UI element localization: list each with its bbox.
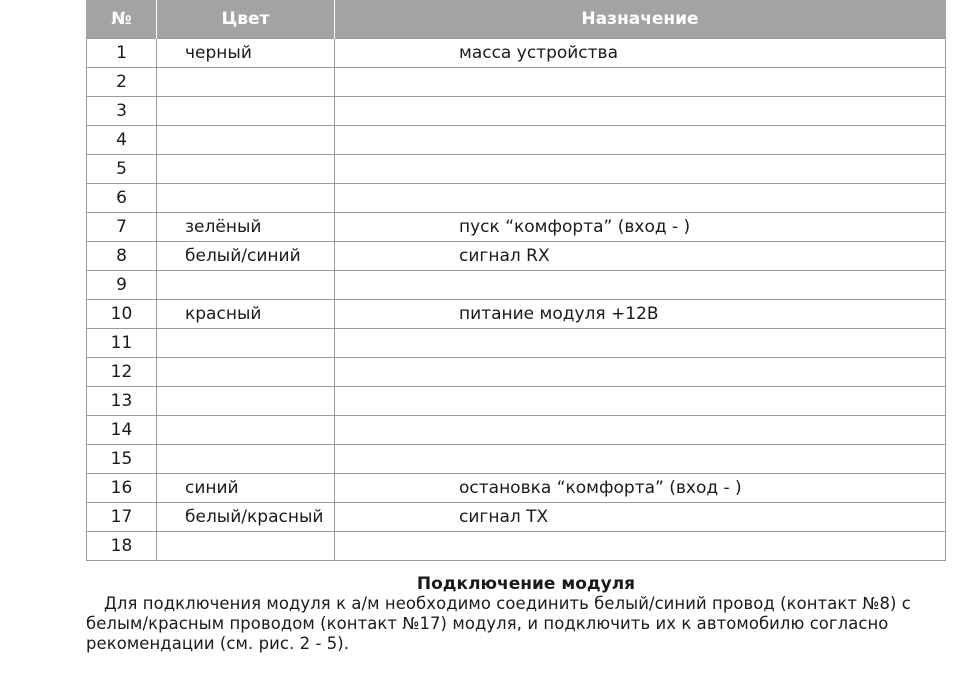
- cell-num: 2: [87, 68, 157, 97]
- pin-table-container: [86, 0, 945, 561]
- cell-color: [157, 126, 335, 155]
- cell-color: белый/красный: [157, 503, 335, 532]
- cell-num: 5: [87, 155, 157, 184]
- cell-color: [157, 445, 335, 474]
- cell-purpose: [335, 387, 946, 416]
- section-title: Подключение модуля: [416, 574, 636, 594]
- header-row: [87, 0, 946, 39]
- cell-num: 3: [87, 97, 157, 126]
- section-body: Для подключения модуля к а/м необходимо соединить белый/синий провод (контакт №8) с белым/красным проводом (контакт №17) модуля, и подключить их к автомобилю согласно рекомендации (см. рис. 2 - 5).: [86, 594, 911, 653]
- table-row: [87, 329, 946, 358]
- table-row: [87, 97, 946, 126]
- cell-color: белый/синий: [157, 242, 335, 271]
- cell-num: 4: [87, 126, 157, 155]
- cell-num: 13: [87, 387, 157, 416]
- table-row: [87, 126, 946, 155]
- cell-purpose: [335, 416, 946, 445]
- cell-num: 11: [87, 329, 157, 358]
- cell-color: [157, 68, 335, 97]
- table-row: [87, 39, 946, 68]
- cell-color: [157, 271, 335, 300]
- table-body: [87, 39, 946, 561]
- table-row: [87, 242, 946, 271]
- table-row: [87, 532, 946, 561]
- table-row: [87, 358, 946, 387]
- cell-num: 16: [87, 474, 157, 503]
- cell-purpose: пуск “комфорта” (вход - ): [335, 213, 946, 242]
- cell-num: 14: [87, 416, 157, 445]
- table-row: [87, 387, 946, 416]
- cell-num: 17: [87, 503, 157, 532]
- module-connection-section: [86, 574, 960, 654]
- cell-color: [157, 184, 335, 213]
- cell-color: [157, 329, 335, 358]
- header-purpose: Назначение: [335, 0, 946, 39]
- cell-purpose: [335, 358, 946, 387]
- cell-color: [157, 97, 335, 126]
- cell-num: 9: [87, 271, 157, 300]
- cell-purpose: питание модуля +12В: [335, 300, 946, 329]
- cell-purpose: [335, 445, 946, 474]
- cell-num: 10: [87, 300, 157, 329]
- table-row: [87, 503, 946, 532]
- cell-purpose: [335, 97, 946, 126]
- table-row: [87, 416, 946, 445]
- table-row: [87, 184, 946, 213]
- table-row: [87, 445, 946, 474]
- cell-purpose: масса устройства: [335, 39, 946, 68]
- cell-purpose: сигнал TX: [335, 503, 946, 532]
- cell-color: [157, 387, 335, 416]
- cell-purpose: [335, 155, 946, 184]
- cell-purpose: остановка “комфорта” (вход - ): [335, 474, 946, 503]
- cell-num: 18: [87, 532, 157, 561]
- cell-num: 12: [87, 358, 157, 387]
- cell-num: 6: [87, 184, 157, 213]
- table-row: [87, 155, 946, 184]
- cell-color: [157, 358, 335, 387]
- cell-color: [157, 532, 335, 561]
- cell-purpose: [335, 271, 946, 300]
- header-num: №: [87, 0, 157, 39]
- cell-color: [157, 155, 335, 184]
- cell-num: 1: [87, 39, 157, 68]
- cell-color: [157, 416, 335, 445]
- cell-purpose: [335, 184, 946, 213]
- pin-assignment-table: [86, 0, 946, 561]
- table-row: [87, 68, 946, 97]
- cell-purpose: [335, 126, 946, 155]
- table-row: [87, 474, 946, 503]
- cell-color: зелёный: [157, 213, 335, 242]
- table-header: [87, 0, 946, 39]
- cell-num: 15: [87, 445, 157, 474]
- cell-color: красный: [157, 300, 335, 329]
- cell-num: 7: [87, 213, 157, 242]
- table-row: [87, 213, 946, 242]
- cell-num: 8: [87, 242, 157, 271]
- header-color: Цвет: [157, 0, 335, 39]
- table-row: [87, 300, 946, 329]
- cell-color: черный: [157, 39, 335, 68]
- cell-purpose: [335, 532, 946, 561]
- cell-purpose: сигнал RX: [335, 242, 946, 271]
- cell-color: синий: [157, 474, 335, 503]
- table-row: [87, 271, 946, 300]
- cell-purpose: [335, 68, 946, 97]
- cell-purpose: [335, 329, 946, 358]
